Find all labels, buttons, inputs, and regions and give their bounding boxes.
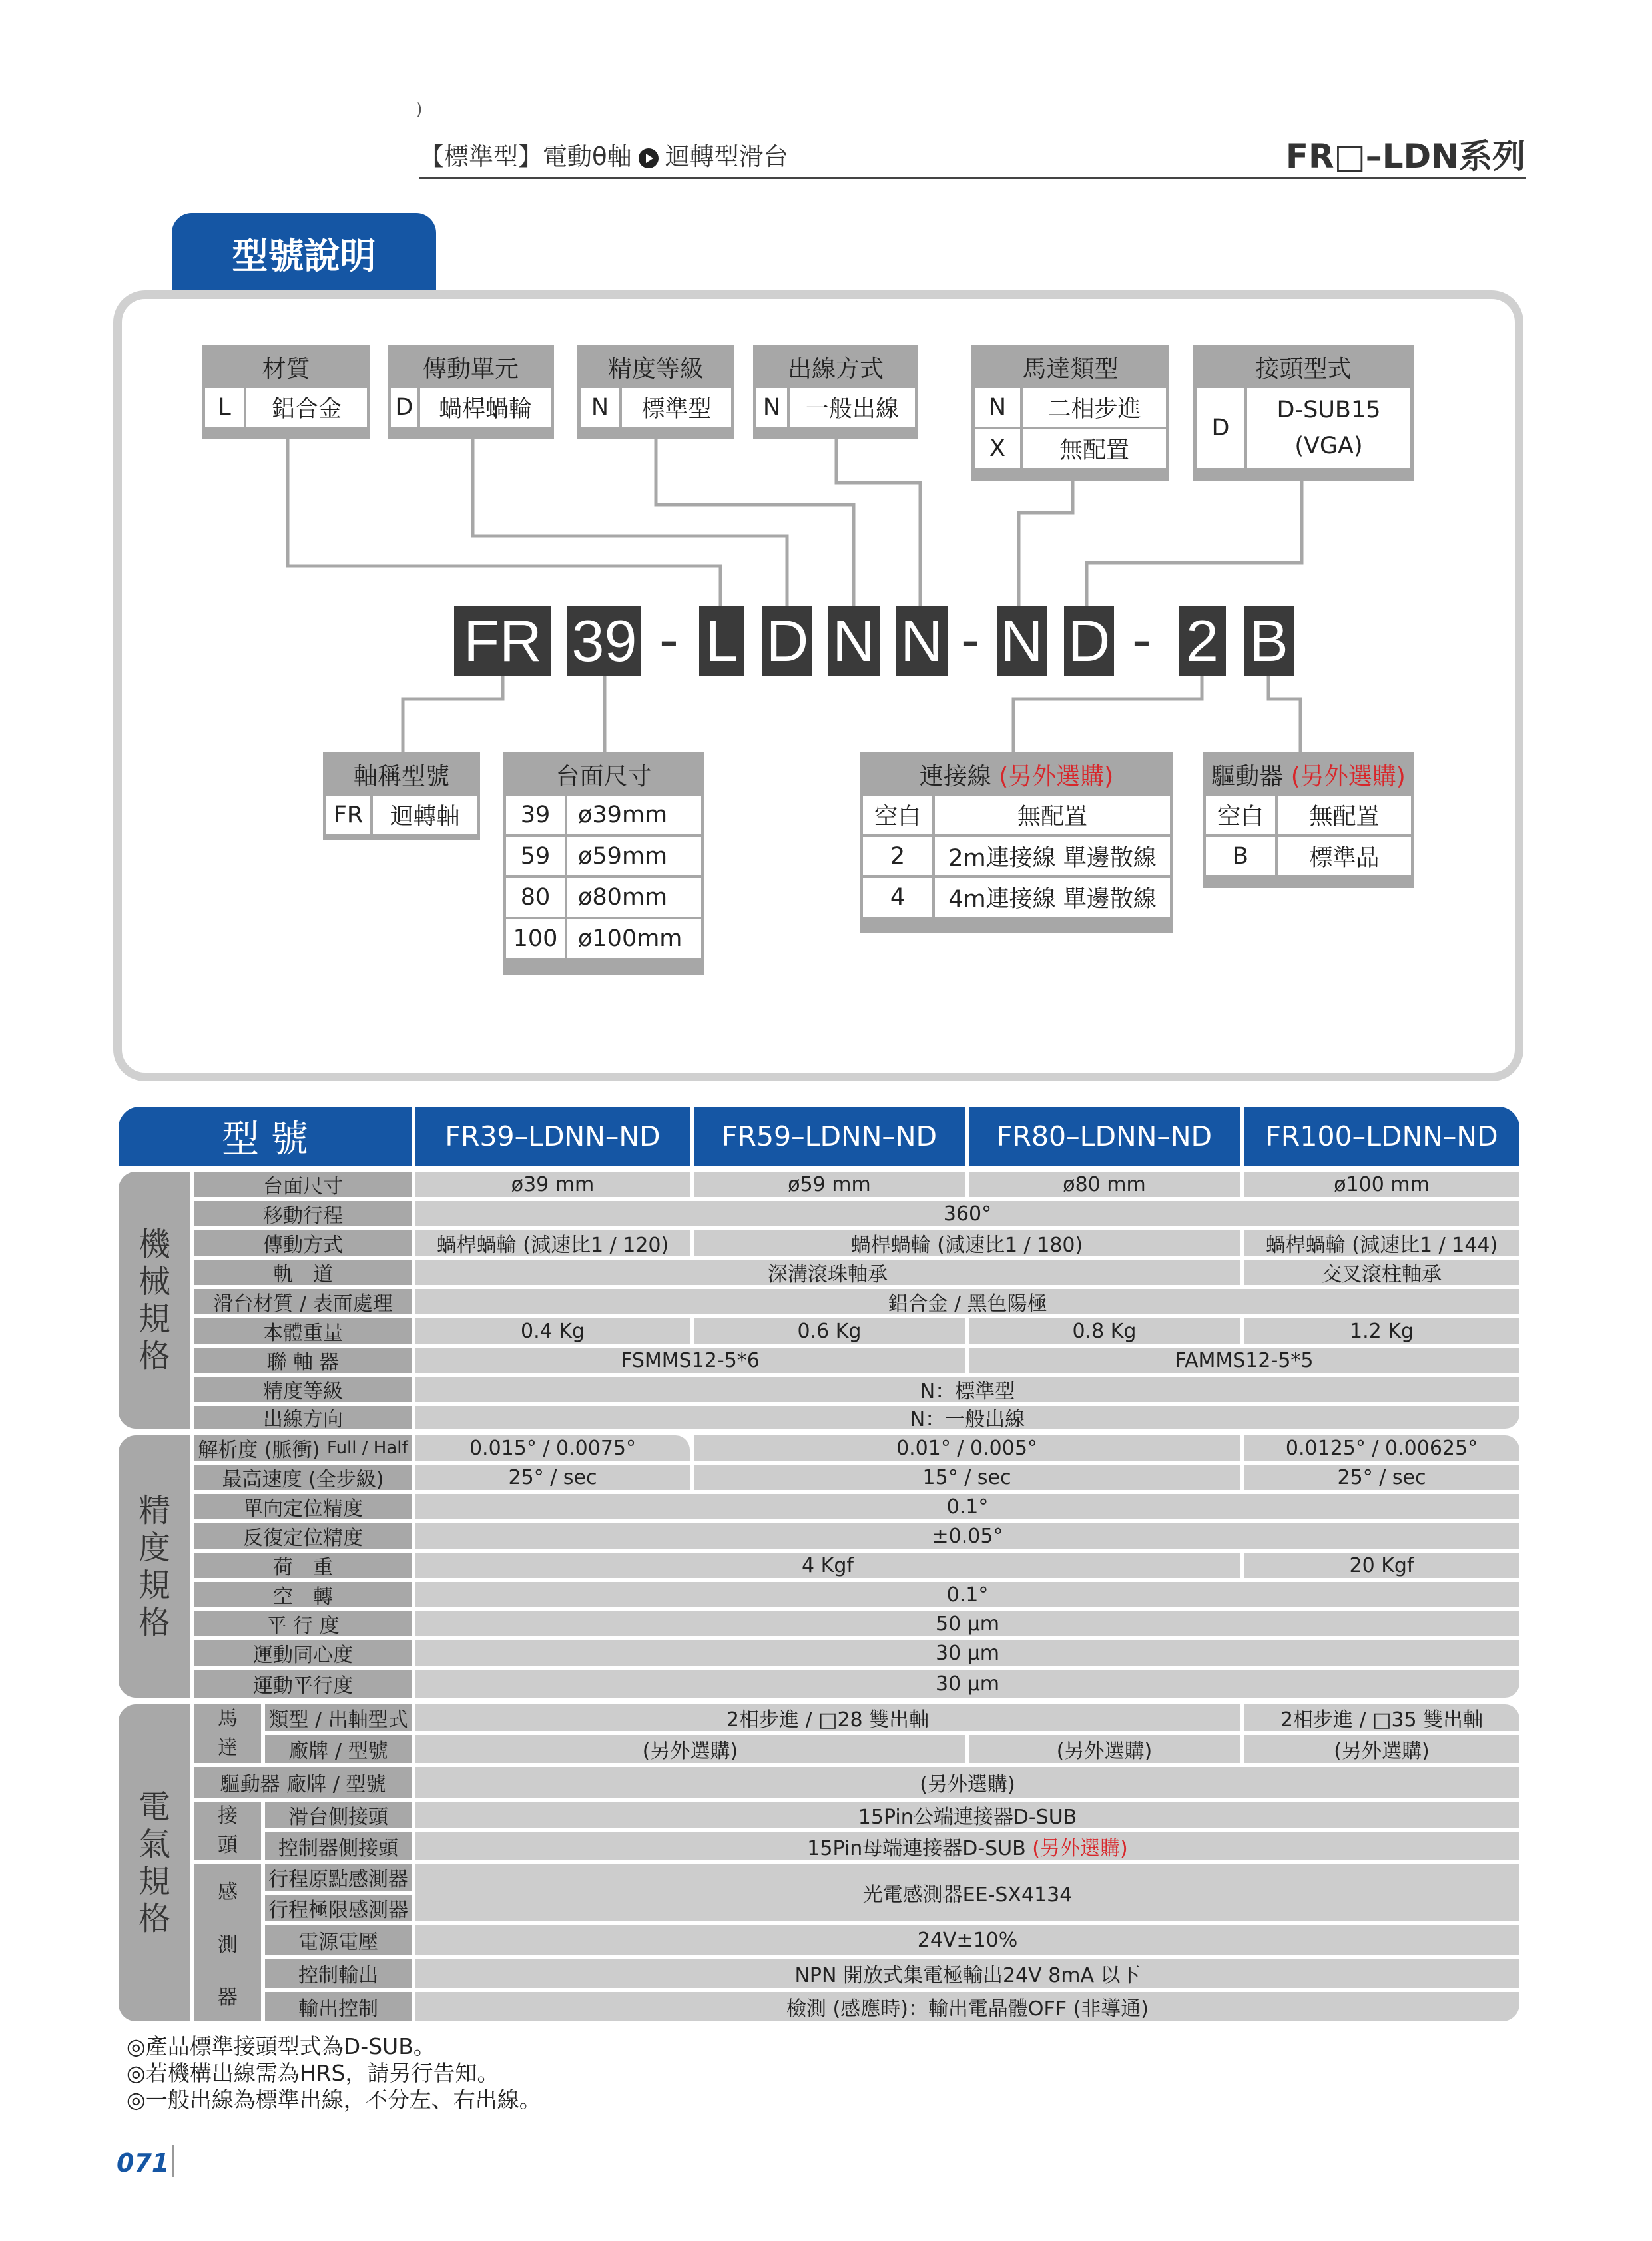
table-cell: 2相步進 / □35 雙出軸	[1244, 1704, 1519, 1731]
table-cell: 0.0125° / 0.00625°	[1244, 1435, 1519, 1461]
code-motor: N	[997, 606, 1047, 676]
option-title: 精度等級	[607, 355, 704, 383]
series-title: FR□–LDN系列	[1285, 137, 1525, 176]
table-cell: N：一般出線	[415, 1406, 1519, 1429]
row-label: 荷 重	[194, 1553, 412, 1578]
breadcrumb-product: 迴轉型滑台	[665, 142, 788, 171]
table-corner-model: 型 號	[119, 1107, 412, 1166]
row-label: 軌 道	[194, 1260, 412, 1285]
table-cell: 20 Kgf	[1244, 1553, 1519, 1578]
option-value: ø100mm	[567, 919, 701, 958]
option-box-outlet	[753, 345, 918, 439]
model-header-fr59: FR59–LDNN–ND	[694, 1107, 965, 1166]
option-title	[863, 756, 1170, 793]
option-code: 空白	[1206, 796, 1275, 834]
model-header-fr39: FR39–LDNN–ND	[415, 1107, 690, 1166]
breadcrumb-category: 【標準型】電動θ軸	[419, 142, 632, 171]
page-mark: )	[416, 100, 423, 119]
option-value: 一般出線	[790, 388, 915, 427]
option-code: N	[581, 388, 619, 427]
option-value: 2m連接線 單邊散線	[935, 837, 1170, 875]
option-box-drive	[388, 345, 554, 439]
row-label: 輸出控制	[265, 1992, 412, 2021]
option-code: 4	[863, 878, 932, 917]
code-outlet: N	[896, 606, 948, 676]
row-label: 行程極限感測器	[265, 1895, 412, 1921]
line-axis	[403, 676, 503, 752]
row-label: 運動同心度	[194, 1640, 412, 1666]
table-cell-optional: (另外選購)	[1244, 1735, 1519, 1763]
row-label: 類型 / 出軸型式	[265, 1704, 412, 1731]
option-title: 馬達類型	[1022, 355, 1119, 383]
row-label-motor: 馬 達	[194, 1704, 261, 1763]
option-title	[1206, 756, 1411, 793]
group-electrical: 電 氣 規 格	[119, 1704, 190, 2021]
table-cell: 蝸桿蝸輪 (減速比1 / 120)	[415, 1230, 690, 1256]
code-size: 39	[567, 606, 641, 676]
row-label: 電源電壓	[265, 1925, 412, 1955]
table-cell-optional: (另外選購)	[969, 1735, 1240, 1763]
table-cell: 25° / sec	[1244, 1465, 1519, 1490]
code-driver: B	[1244, 606, 1294, 676]
option-code: 59	[506, 837, 565, 875]
option-box-axis	[323, 752, 480, 840]
group-precision: 精 度 規 格	[119, 1435, 190, 1698]
option-title: 材質	[262, 355, 310, 383]
table-cell: 交叉滾柱軸承	[1244, 1260, 1519, 1285]
row-label: 滑台材質 / 表面處理	[194, 1289, 412, 1314]
table-cell: 蝸桿蝸輪 (減速比1 / 180)	[694, 1230, 1240, 1256]
row-label: 移動行程	[194, 1201, 412, 1226]
option-value: 標準型	[622, 388, 731, 427]
table-cell: 0.015° / 0.0075°	[415, 1435, 690, 1461]
table-cell: 50 µm	[415, 1611, 1519, 1636]
option-title-text: 連接線	[919, 762, 991, 790]
model-header-fr100: FR100–LDNN–ND	[1244, 1107, 1519, 1166]
code-material: L	[699, 606, 744, 676]
table-cell: 30 µm	[415, 1670, 1519, 1698]
row-label: 台面尺寸	[194, 1172, 412, 1197]
table-cell: 360°	[415, 1201, 1519, 1226]
line-cable	[1013, 676, 1202, 752]
line-precision	[656, 439, 854, 606]
row-label-sub: Full / Half	[327, 1438, 408, 1458]
table-cell: FSMMS12-5*6	[415, 1348, 965, 1373]
row-label: 傳動方式	[194, 1230, 412, 1256]
option-code: B	[1206, 837, 1275, 875]
option-code: N	[756, 388, 787, 427]
option-value: 蝸桿蝸輪	[420, 388, 551, 427]
option-box-motor	[971, 345, 1169, 481]
table-cell: 0.4 Kg	[415, 1318, 690, 1344]
table-cell	[415, 1832, 1519, 1860]
option-box-driver	[1203, 752, 1414, 888]
note-item: ◎若機構出線需為HRS，請另行告知。	[127, 2060, 499, 2086]
row-label: 反復定位精度	[194, 1523, 412, 1549]
row-label: 驅動器 廠牌 / 型號	[194, 1767, 412, 1798]
table-cell: 15Pin公端連接器D-SUB	[415, 1802, 1519, 1828]
optional-purchase-label: (另外選購)	[1032, 1837, 1128, 1860]
option-title: 台面尺寸	[555, 762, 652, 790]
row-label: 控制輸出	[265, 1959, 412, 1988]
option-code: L	[205, 388, 244, 427]
table-cell: ø100 mm	[1244, 1172, 1519, 1197]
row-label-sensor	[194, 1864, 261, 2021]
line-drive	[473, 439, 787, 606]
code-cable: 2	[1179, 606, 1226, 676]
optional-purchase-label: (另外選購)	[999, 762, 1114, 790]
option-title: 接頭型式	[1255, 355, 1352, 383]
table-cell: 0.1°	[415, 1582, 1519, 1607]
option-code: N	[975, 388, 1020, 427]
option-value: D-SUB15 (VGA)	[1247, 388, 1410, 468]
table-cell: 檢測 (感應時)：輸出電晶體OFF (非導通)	[415, 1992, 1519, 2021]
option-value: 鋁合金	[246, 388, 367, 427]
option-title: 軸稱型號	[353, 762, 449, 790]
option-box-connector	[1193, 345, 1414, 481]
option-title: 出線方式	[787, 355, 884, 383]
line-driver	[1268, 676, 1300, 752]
code-dash: -	[659, 609, 679, 671]
table-cell: 0.8 Kg	[969, 1318, 1240, 1344]
table-cell: 2相步進 / □28 雙出軸	[415, 1704, 1240, 1731]
table-cell: 鋁合金 / 黑色陽極	[415, 1289, 1519, 1314]
option-code: 100	[506, 919, 565, 958]
row-label	[194, 1435, 412, 1461]
group-mechanical: 機 械 規 格	[119, 1172, 190, 1429]
row-label: 出線方向	[194, 1406, 412, 1429]
row-label: 控制器側接頭	[265, 1832, 412, 1860]
option-value: 二相步進	[1023, 388, 1166, 427]
table-cell: ø59 mm	[694, 1172, 965, 1197]
option-value: ø59mm	[567, 837, 701, 875]
note-item: ◎產品標準接頭型式為D-SUB。	[127, 2033, 435, 2059]
table-cell: 0.1°	[415, 1494, 1519, 1519]
page-number-divider	[172, 2145, 174, 2177]
table-cell: 4 Kgf	[415, 1553, 1240, 1578]
code-connector: D	[1064, 606, 1114, 676]
option-code: 2	[863, 837, 932, 875]
table-cell: 蝸桿蝸輪 (減速比1 / 144)	[1244, 1230, 1519, 1256]
option-value: 4m連接線 單邊散線	[935, 878, 1170, 917]
row-label-connector: 接 頭	[194, 1802, 261, 1860]
option-code: 空白	[863, 796, 932, 834]
row-label: 聯 軸 器	[194, 1348, 412, 1373]
note-item: ◎一般出線為標準出線，不分左、右出線。	[127, 2087, 541, 2113]
option-value: 無配置	[935, 796, 1170, 834]
option-box-precision	[577, 345, 734, 439]
code-axis: FR	[454, 606, 551, 676]
row-label-sensor-char: 感	[218, 1881, 238, 1905]
option-code: D	[1197, 388, 1244, 468]
table-cell: 0.01° / 0.005°	[694, 1435, 1240, 1461]
option-value: ø39mm	[567, 796, 701, 834]
table-cell: ø39 mm	[415, 1172, 690, 1197]
table-cell-text: 15Pin母端連接器D-SUB	[807, 1837, 1026, 1860]
row-label: 廠牌 / 型號	[265, 1735, 412, 1763]
row-label: 行程原點感測器	[265, 1864, 412, 1891]
option-code: 80	[506, 878, 565, 917]
option-value: 標準品	[1278, 837, 1411, 875]
page-number: 071	[117, 2148, 170, 2178]
table-cell: 深溝滾珠軸承	[415, 1260, 1240, 1285]
row-label: 最高速度 (全步級)	[194, 1465, 412, 1490]
model-header-fr80: FR80–LDNN–ND	[969, 1107, 1240, 1166]
code-drive: D	[762, 606, 812, 676]
option-value: 無配置	[1278, 796, 1411, 834]
table-cell: NPN 開放式集電極輸出24V 8mA 以下	[415, 1959, 1519, 1988]
code-dash: -	[961, 609, 980, 671]
table-cell: 0.6 Kg	[694, 1318, 965, 1344]
table-cell-optional: (另外選購)	[415, 1767, 1519, 1798]
row-label: 滑台側接頭	[265, 1802, 412, 1828]
code-dash: -	[1132, 609, 1151, 671]
table-cell: ±0.05°	[415, 1523, 1519, 1549]
table-cell: 30 µm	[415, 1640, 1519, 1666]
row-label: 單向定位精度	[194, 1494, 412, 1519]
row-label-text: 解析度 (脈衝)	[198, 1439, 320, 1462]
optional-purchase-label: (另外選購)	[1290, 762, 1406, 790]
table-cell: FAMMS12-5*5	[969, 1348, 1519, 1373]
table-cell: 25° / sec	[415, 1465, 690, 1490]
option-value: 無配置	[1023, 429, 1166, 468]
row-label-sensor-char: 測	[218, 1933, 238, 1957]
code-precision: N	[828, 606, 880, 676]
table-cell: ø80 mm	[969, 1172, 1240, 1197]
option-value: 迴轉軸	[373, 796, 477, 834]
option-code: D	[391, 388, 417, 427]
option-box-size	[503, 752, 704, 975]
option-box-material	[202, 345, 370, 439]
row-label: 本體重量	[194, 1318, 412, 1344]
option-box-cable	[860, 752, 1173, 933]
option-code: X	[975, 429, 1020, 468]
row-label: 運動平行度	[194, 1670, 412, 1698]
table-cell: N：標準型	[415, 1377, 1519, 1402]
option-title: 傳動單元	[422, 355, 519, 383]
option-code: FR	[326, 796, 370, 834]
option-code: 39	[506, 796, 565, 834]
option-value: ø80mm	[567, 878, 701, 917]
row-label: 空 轉	[194, 1582, 412, 1607]
row-label-sensor-char: 器	[218, 1985, 238, 2009]
line-outlet	[836, 439, 920, 606]
option-title-text: 驅動器	[1211, 762, 1284, 790]
table-cell: 光電感測器EE-SX4134	[415, 1864, 1519, 1921]
table-cell: 1.2 Kg	[1244, 1318, 1519, 1344]
table-cell-optional: (另外選購)	[415, 1735, 965, 1763]
line-motor	[1019, 479, 1073, 606]
row-label: 精度等級	[194, 1377, 412, 1402]
section-tab-model-description: 型號說明	[172, 213, 436, 293]
row-label: 平 行 度	[194, 1611, 412, 1636]
table-cell: 15° / sec	[694, 1465, 1240, 1490]
table-cell: 24V±10%	[415, 1925, 1519, 1955]
line-connector	[1087, 479, 1302, 606]
